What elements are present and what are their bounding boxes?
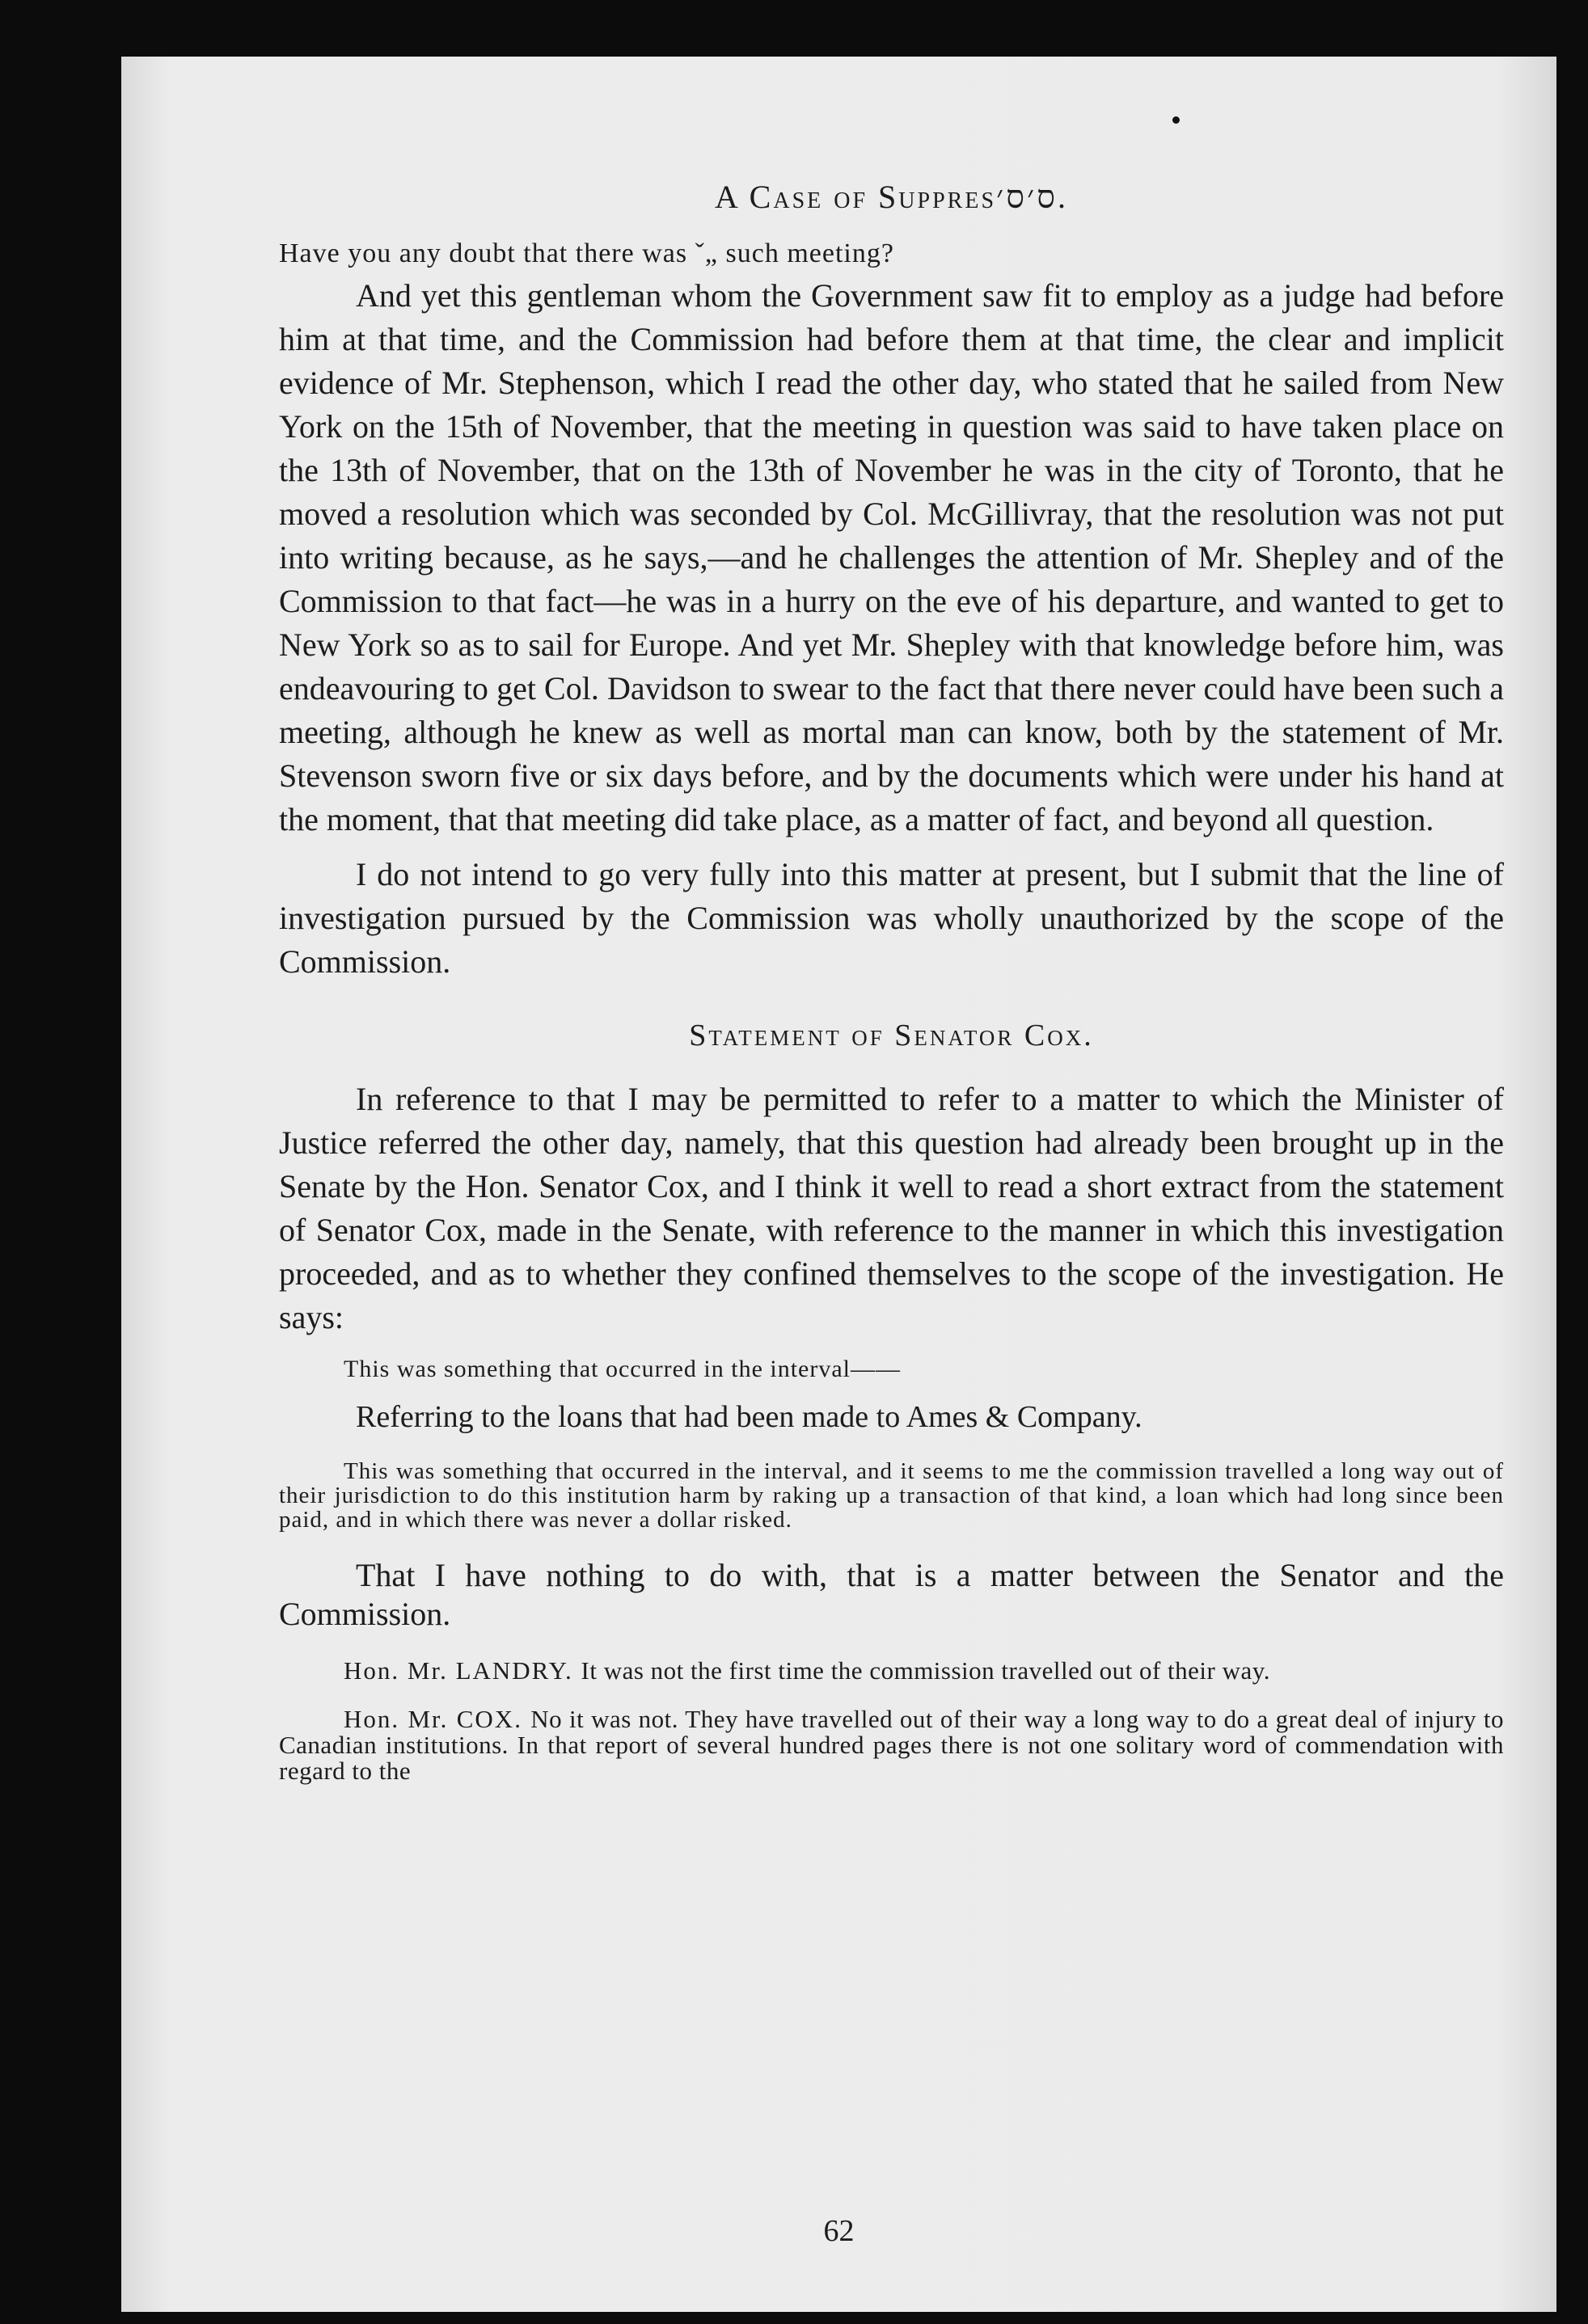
speech-landry — [279, 1658, 1504, 1684]
lead-question: Have you any doubt that there was ˇ„ such meeting? — [279, 238, 894, 268]
quote-jurisdiction: This was something that occurred in the interval, and it seems to me the commission travelled a long way out of their jurisdiction to do this institution harm by raking up a transaction of that kind, a loan which had long since been paid, and in which there was never a dollar risked. — [279, 1458, 1504, 1533]
speech-cox — [279, 1706, 1504, 1784]
speaker-name: Hon. Mr. LANDRY. — [344, 1656, 581, 1685]
page-content — [279, 178, 1504, 1807]
ink-speck — [1172, 116, 1180, 124]
section-heading: Statement of Senator Cox. — [689, 1019, 1094, 1052]
running-head: A Case of Suppresס׳ס׳. — [715, 179, 1068, 215]
paragraph-senator-matter: That I have nothing to do with, that is a matter between the Senator and the Commission. — [279, 1557, 1504, 1632]
speech-text: It was not the first time the commission travelled out of their way. — [581, 1656, 1270, 1685]
paragraph-scope-submission: I do not intend to go very fully into this matter at present, but I submit that the line of investigation pursued by the Commission was wholly unauthorized by the scope of the Commission. — [279, 856, 1504, 980]
paragraph-ames-loans: Referring to the loans that had been made to Ames & Company. — [356, 1400, 1142, 1434]
document-page — [121, 57, 1556, 2312]
paragraph-stephenson-evidence: And yet this gentleman whom the Government saw fit to employ as a judge had before him at that time, and the Commission had before them at that time, the clear and implicit evidence of Mr. Stephenson, which I read the other day, who stated that he sailed from New York on the 15th of November, that the meeting in question was said to have taken place on the 13th of November, that on the 13th of November he was in the city of Toronto, that he moved a resolution which was seconded by Col. McGillivray, that the resolution was not put into writing because, as he says,—and he challenges the attention of Mr. Shepley and of the Commission to that fact—he was in a hurry on the eve of his departure, and wanted to get to New York so as to sail for Europe. And yet Mr. Shepley with that knowledge before him, was endeavouring to get Col. Davidson to swear to the fact that there never could have been such a meeting, although he knew as well as mortal man can know, both by the statement of Mr. Stevenson sworn five or six days before, and by the documents which were under his hand at the moment, that that meeting did take place, as a matter of fact, and beyond all question. — [279, 277, 1504, 837]
paragraph-senator-cox-reference: In reference to that I may be permitted to refer to a matter to which the Minister of Justice referred the other day, namely, that this question had already been brought up in the Senate by the Hon. Senator Cox, and I think it well to read a short extract from the statement of Senator Cox, made in the Senate, with reference to the manner in which this investigation proceeded, and as to whether they confined themselves to the scope of the investigation. He says: — [279, 1081, 1504, 1335]
speaker-name: Hon. Mr. COX. — [344, 1705, 531, 1733]
quote-interval: This was something that occurred in the interval—— — [344, 1356, 902, 1382]
page-number: 62 — [823, 2214, 855, 2248]
speech-text: No it was not. They have travelled out of their way a long way to do a great deal of injury to Canadian institutions. In that report of several hundred pages there is not one solitary word of commendation with regard to the — [279, 1705, 1504, 1785]
